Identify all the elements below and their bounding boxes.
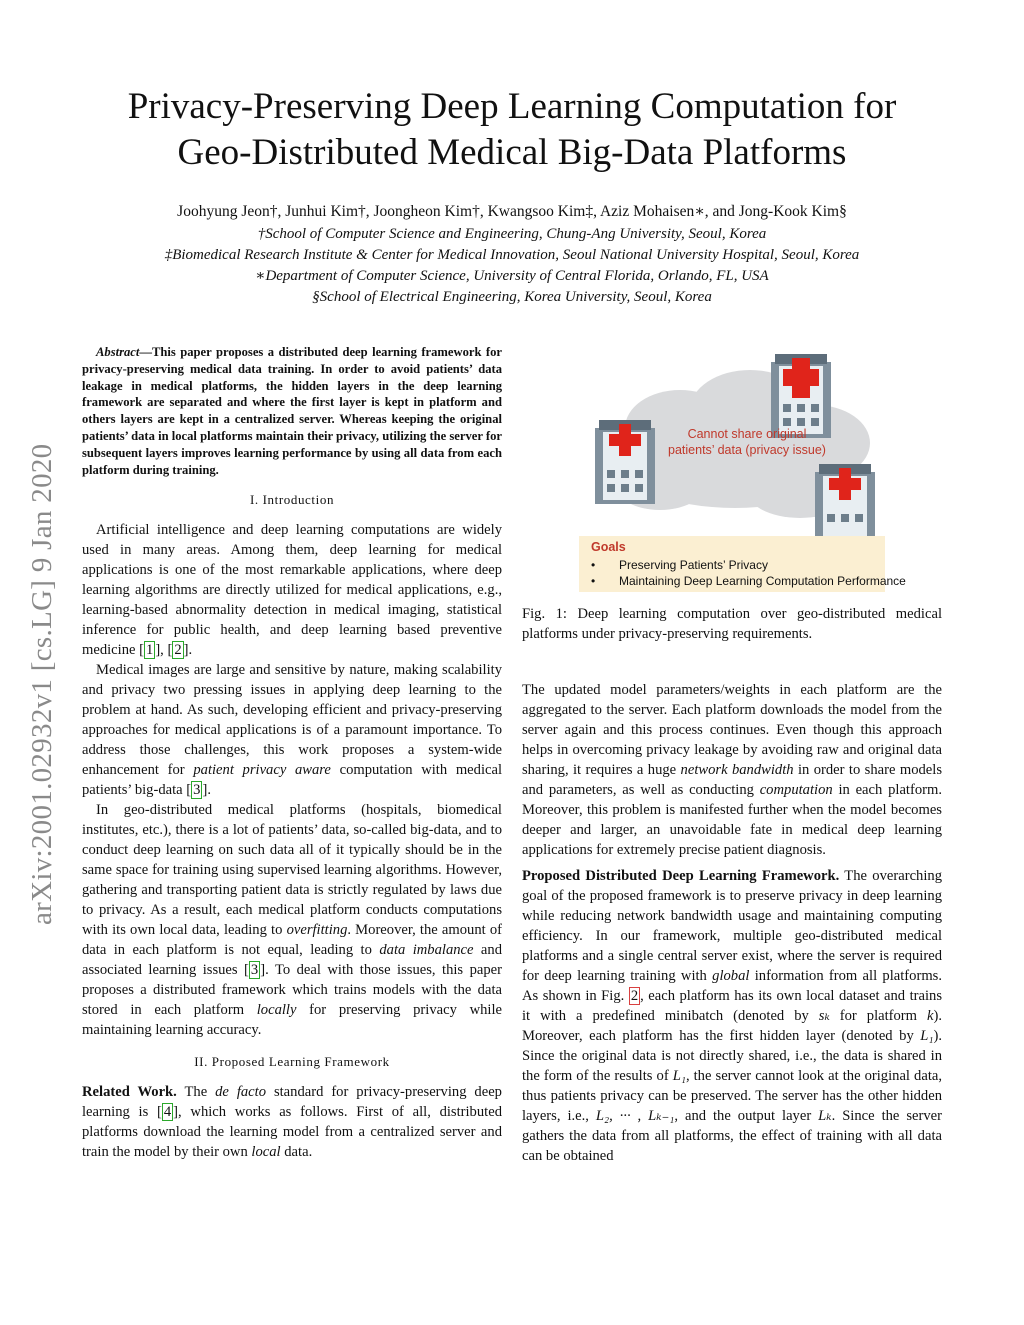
text-run: data. — [280, 1144, 313, 1161]
text-run: locally — [256, 1002, 297, 1019]
figure-link[interactable]: 2 — [630, 988, 639, 1004]
left-column — [82, 344, 502, 1162]
intro-heading: I. Introduction — [249, 492, 335, 508]
goal-item — [591, 574, 906, 588]
framework-heading: II. Proposed Learning Framework — [194, 1054, 390, 1070]
citation-link[interactable]: 1 — [146, 642, 154, 659]
bullet-icon: • — [591, 574, 596, 588]
text-run: , each platform has its own local dataset and trains it with a predefined minibatch (denoted by — [522, 988, 943, 1024]
abstract-text: —This paper proposes a distributed deep learning framework for privacy-preserving medical data training. In order to avoid patients’ data leakage in medical platforms, the hidden layers in the deep learning framework are separated and where the first layer is kept in platform and others layers are kept in a centralized server. Whereas keeping the original patients’ data in local platforms maintain their privacy, utilizing the server for subsequent layers improves learning performance by using all data from each platform during training. — [82, 345, 502, 477]
right-paragraph-2 — [522, 866, 942, 1166]
text-run: , the server cannot look at the original data, thus patients privacy can be preserved. The server has the other hidden layers, i.e., — [522, 1068, 942, 1124]
citation-link[interactable]: 2 — [174, 642, 182, 659]
text-run: local — [251, 1144, 281, 1161]
text-run: Artificial intelligence and deep learning computations are widely used in many areas. Among them, deep learning for medical applications is one of the most remarkable applications, where deep learning algorithms are directly utilized for medical applications, e.g., learning-based abnormality detection in medical imaging, statistical inference for public health, and deep learning based preventive medicine — [82, 522, 502, 659]
text-run: In geo-distributed medical platforms (hospitals, biomedical institutes, etc.), there is a lot of patients’ data, so-called big-data, and to conduct deep learning on such data all of it typically should be in the same space for training using supervised learning algorithms. However, gathering and transporting patient data is strictly regulated by laws due to privacy. As a result, each medical platform conducts computations with its own local data, leading to — [82, 802, 502, 939]
text-run: computation — [759, 782, 833, 798]
text-run: in order to share models and parameters, as well as conducting — [522, 762, 943, 798]
text-run: The overarching goal of the proposed framework is to preserve privacy in deep learning while reducing network bandwidth usage and maintaining computing efficiency. In our framework, multiple geo-distributed medical platforms and a single central server exist, where the server is required for deep learning training with — [522, 868, 942, 984]
text-run: patient privacy aware — [193, 762, 331, 779]
right-column — [522, 680, 942, 1166]
math-symbol: k — [927, 1008, 934, 1024]
figure-1 — [575, 348, 906, 596]
paper-title — [0, 84, 1024, 176]
citation-link[interactable]: 4 — [163, 1104, 172, 1121]
goals-title: Goals — [591, 540, 626, 554]
text-run: Proposed Distributed Deep Learning Framework. — [522, 868, 840, 884]
hospital-building-icon — [595, 420, 655, 504]
related-work-paragraph: Related Work. The de facto standard for privacy-preserving deep learning is [ 4 ], which works as follows. First of all, distributed platforms download the learning model from a centralized server and train the model by their own local data. — [82, 1084, 502, 1161]
math-symbol: L₁ — [672, 1068, 686, 1084]
text-run: information from all platforms. As shown in Fig. — [522, 968, 942, 1004]
text-run: for platform — [829, 1008, 927, 1024]
text-run: Related Work. — [82, 1084, 177, 1101]
text-run: data imbalance — [379, 942, 474, 959]
text-run: for preserving privacy while maintaining learning accuracy. — [82, 1002, 503, 1039]
text-run: global — [712, 968, 750, 984]
cloud-label: Cannot share original patients’ data (privacy issue) — [668, 427, 826, 457]
citation-link[interactable]: 3 — [193, 782, 201, 799]
author-list: Joohyung Jeon†, Junhui Kim†, Joongheon Kim†, Kwangsoo Kim‡, Aziz Mohaisen∗, and Jong-Kook Kim§ — [177, 203, 847, 220]
intro-paragraph-3: In geo-distributed medical platforms (hospitals, biomedical institutes, etc.), there is a lot of patients’ data, so-called big-data, and to conduct deep learning on such data all of it typically should be in the same space for training using supervised learning algorithms. However, gathering and transporting patient data is strictly regulated by laws due to privacy. As a result, each medical platform conducts computations with its own local data, leading to overfitting. Moreover, the amount of data in each platform is not equal, leading to data imbalance and associated learning issues [ 3 ]. To deal with those issues, this paper proposes a distributed framework which trains models with the data stored in each platform locally for preserving privacy while maintaining learning accuracy. — [82, 802, 503, 1039]
math-symbol: Lₖ — [818, 1108, 832, 1124]
math-symbol: sₖ — [818, 1008, 830, 1024]
math-symbol: L₂, ··· , Lₖ₋₁ — [595, 1108, 675, 1124]
text-run: overfitting — [286, 922, 348, 939]
goal-text: Maintaining Deep Learning Computation Performance — [619, 574, 906, 588]
text-run: in each platform. Moreover, this problem is manifested further when the model becomes deeper and larger, an unavoidable fate in medical deep learning applications for extremely precise patient diagnosis. — [522, 782, 942, 858]
text-run: . To deal with those issues, this paper proposes a distributed framework which trains models with the data stored in each platform — [82, 962, 502, 1019]
math-symbol: L₁ — [920, 1028, 934, 1044]
goal-item — [591, 558, 768, 572]
text-run: network bandwidth — [680, 762, 794, 778]
text-run: . Moreover, the amount of data in each platform is not equal, leading to — [82, 922, 502, 959]
intro-paragraph-2: Medical images are large and sensitive by nature, making scalability and privacy two pressing issues in applying deep learning to the problem at hand. As such, developing efficient and privacy-preserving approaches for medical applications is of a paramount importance. To address those challenges, this work proposes a system-wide enhancement for patient privacy aware computation with medical patients’ big-data [ 3 ]. — [82, 662, 503, 799]
text-run: computation with medical patients’ big-data — [82, 762, 503, 799]
citation-link[interactable]: 3 — [250, 962, 259, 979]
affiliation-3: ∗Department of Computer Science, University of Central Florida, Orlando, FL, USA — [255, 268, 769, 284]
right-paragraph-1 — [522, 680, 942, 860]
abstract — [82, 344, 502, 478]
text-run: de facto — [215, 1084, 267, 1101]
title-line-2: Geo-Distributed Medical Big-Data Platforms — [177, 132, 847, 173]
intro-paragraph-1: Artificial intelligence and deep learning computations are widely used in many areas. Among them, deep learning for medical applications is one of the most remarkable applications, where deep learning algorithms are directly utilized for medical applications, e.g., learning-based abnormality detection in medical imaging, statistical inference for public health, and deep learning based preventive medicine [ 1 ], [ 2 ]. — [82, 522, 502, 659]
abstract-lead: Abstract — [96, 345, 140, 359]
bullet-icon: • — [591, 558, 596, 572]
arxiv-stamp: arXiv:2001.02932v1 [cs.LG] 9 Jan 2020 — [26, 443, 58, 925]
text-run: standard for privacy-preserving deep learning is — [82, 1084, 502, 1121]
text-run: ). Moreover, each platform has the first hidden layer (denoted by — [522, 1008, 942, 1044]
affiliation-4: §School of Electrical Engineering, Korea University, Seoul, Korea — [312, 289, 712, 305]
figure-caption: Fig. 1: Deep learning computation over geo-distributed medical platforms under privacy-preserving requirements. — [522, 606, 942, 642]
affiliation-2: ‡Biomedical Research Institute & Center for Medical Innovation, Seoul National University Hospital, Seoul, Korea — [164, 247, 860, 263]
text-run: , which works as follows. First of all, distributed platforms download the learning model from a centralized server and train the model by their own — [82, 1104, 502, 1161]
text-run: Medical images are large and sensitive by nature, making scalability and privacy two pressing issues in applying deep learning to the problem at hand. As such, developing efficient and privacy-preserving approaches for medical applications is of a paramount importance. To address those challenges, this work proposes a system-wide enhancement for — [82, 662, 502, 779]
text-run: , and the output layer — [674, 1108, 819, 1124]
affiliation-1: †School of Computer Science and Engineering, Chung-Ang University, Seoul, Korea — [257, 226, 767, 242]
title-line-1: Privacy-Preserving Deep Learning Computation for — [127, 86, 897, 127]
text-run: . Since the server gathers the data from all platforms, the effect of training with all data can be obtained — [522, 1108, 942, 1164]
text-run: and associated learning issues — [82, 942, 502, 979]
text-run: ). Since the original data is not directly shared, i.e., the data is shared in the form of the results of — [522, 1028, 942, 1084]
text-run: The — [176, 1084, 216, 1101]
goal-text: Preserving Patients’ Privacy — [619, 558, 768, 572]
goals-box — [579, 536, 906, 592]
text-run: The updated model parameters/weights in each platform are the aggregated to the server. Each platform downloads the model from the server again and this process continues. Even though this approach helps in overcoming privacy leakage by avoiding raw and original data sharing, it requires a huge — [522, 682, 942, 778]
